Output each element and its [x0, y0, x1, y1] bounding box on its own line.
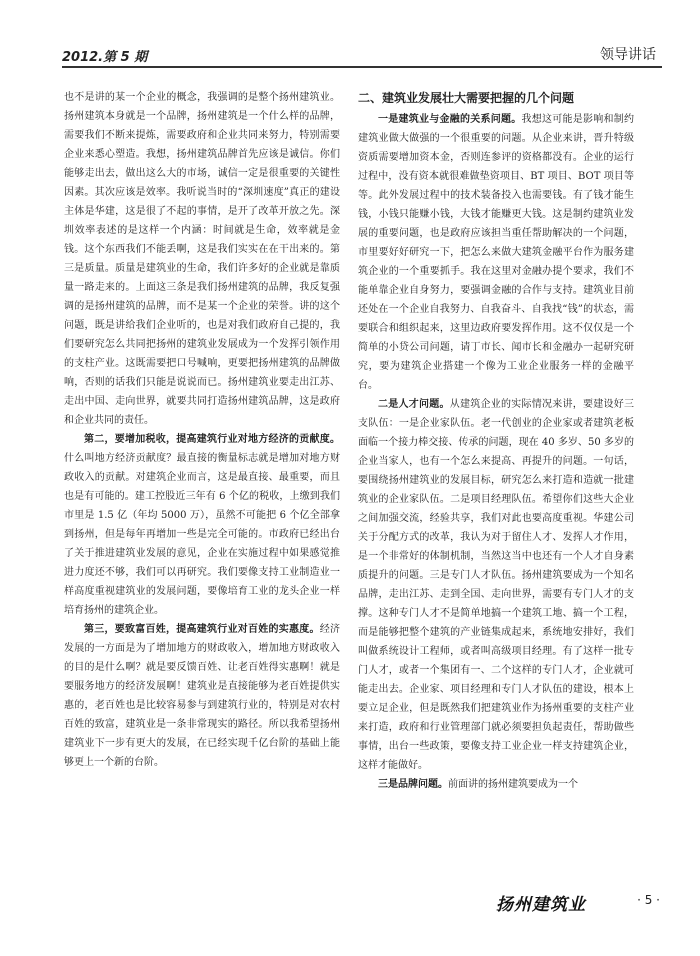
- page-number: · 5 ·: [637, 893, 660, 907]
- paragraph: [358, 775, 634, 794]
- paragraph: 也不是讲的某一个企业的概念，我强调的是整个扬州建筑业。扬州建筑本身就是一个品牌，扬州建筑是一个什么样的品牌，需要我们不断来提炼，需要政府和企业共同来努力，特别需要企业来悉心塑造。我想，扬州建筑品牌首先应该是诚信。你们能够走出去，做出这么大的市场，诚信一定是很重要的关键性因素。其次应该是效率。我听说当时的“深圳速度”真正的建设主体是华建，这是很了不起的事情，是开了改革开放之先。深圳效率表述的是这样一个内涵：时间就是生命，效率就是金钱。这个东西我们不能丢啊，这是我们实实在在干出来的。第三是质量。质量是建筑业的生命，我们许多好的企业就是靠质量一路走来的。上面这三条是我们扬州建筑的品牌，我反复强调的是扬州建筑的品牌，而不是某一个企业的荣誉。讲的这个问题，既是讲给我们企业听的，也是对我们政府自己提的，我们要研究怎么共同把扬州的建筑业发展成为一个发挥引领作用的支柱产业。这既需要把口号喊响，更要把扬州建筑的品牌做响，否则的话我们只能是说说而已。扬州建筑业要走出江苏、走出中国、走向世界，就要共同打造扬州建筑品牌，这是政府和企业共同的责任。: [64, 92, 340, 426]
- paragraph: [358, 110, 634, 395]
- paragraph-title: 第三，要致富百姓，提高建筑行业对百姓的实惠度。: [84, 624, 320, 635]
- paragraph-title: 三是品牌问题。: [378, 779, 448, 790]
- paragraph-body: 经济发展的一方面是为了增加地方的财政收入，增加地方财政收入的目的是什么啊？就是要反馈百姓、让老百姓得实惠啊！就是要服务地方的经济发展啊！建筑业是直接能够为老百姓提供实惠的，老百姓也是比较容易参与到建筑行业的，特别是对农村百姓的致富，建筑业是一条非常现实的路径。所以我希望扬州建筑业下一步有更大的发展，在已经实现千亿台阶的基础上能够更上一个新的台阶。: [64, 624, 340, 768]
- paragraph: [358, 395, 634, 775]
- header-rule: [62, 66, 662, 68]
- paragraph-body: 什么叫地方经济贡献度？最直接的衡量标志就是增加对地方财政收入的贡献。对建筑企业而言，这是最直接、最重要，而且也是有可能的。建工控股近三年有 6 个亿的税收，上缴到我们市里是 1.5 亿（年均 5000 万），虽然不可能把 6 个亿全部拿到扬州，但是每年再增加一些是完全可能的。市政府已经出台了关于推进建筑业发展的意见，企业在实施过程中如果感觉推进力度还不够，我们可以再研究。我们要像支持工业制造业一样高度重视建筑业的发展问题，要像培育工业的龙头企业一样培育扬州的建筑企业。: [64, 453, 340, 616]
- page-header: [62, 44, 662, 70]
- left-column: [64, 88, 340, 830]
- page-footer: [496, 890, 666, 918]
- section-title: 领导讲话: [600, 47, 656, 63]
- paragraph-title: 一是建筑业与金融的关系问题。: [378, 114, 522, 125]
- magazine-logo: 扬州建筑业: [496, 895, 586, 915]
- paragraph: [64, 620, 340, 772]
- paragraph-body: 从建筑企业的实际情况来讲，要建设好三支队伍：一是企业家队伍。老一代创业的企业家或者建筑老板面临一个接力棒交接、传承的问题，现在 40 多岁、50 多岁的企业当家人，也有一个怎么来提高、再提升的问题。一句话，要围绕扬州建筑业的发展目标，研究怎么来打造和造就一批建筑业的企业家队伍。二是项目经理队伍。希望你们这些大企业之间加强交流，经验共享，我们对此也要高度重视。华建公司关于分配方式的改革，我认为对于留住人才、发挥人才作用，是一个非常好的体制机制，当然这当中也还有一个人才自身素质提升的问题。三是专门人才队伍。扬州建筑要成为一个知名品牌，走出江苏、走到全国、走向世界，需要有专门人才的支撑。这种专门人才不是简单地搞一个建筑工地、搞一个工程，而是能够把整个建筑的产业链集成起来，系统地安排好，我们叫做系统设计工程师，或者叫高级项目经理。有了这样一批专门人才，或者一个集团有一、二个这样的专门人才，企业就可能走出去。企业家、项目经理和专门人才队伍的建设，根本上要立足企业，但是既然我们把建筑业作为扬州重要的支柱产业来打造，政府和行业管理部门就必须要担负起责任，帮助做些事情，出台一些政策，要像支持工业企业一样支持建筑企业，这样才能做好。: [358, 399, 634, 771]
- paragraph-title: 二是人才问题。: [378, 399, 450, 410]
- paragraph: [64, 430, 340, 620]
- section-heading: 二、建筑业发展壮大需要把握的几个问题: [358, 91, 575, 105]
- paragraph-body: 我想这可能是影响和制约建筑业做大做强的一个很重要的问题。从企业来讲，晋升特级资质需要增加资本金，否则连参评的资格都没有。企业的运行过程中，没有资本就很难做垫资项目、BT 项目、BOT 项目等等。此外发展过程中的技术装备投入也需要钱。有了钱才能生钱，小钱只能赚小钱，大钱才能赚更大钱。这是制约建筑业发展的重要问题，也是政府应该担当重任帮助解决的一个问题，市里要好好研究一下，把怎么来做大建筑金融平台作为服务建筑企业的一个重要抓手。我在这里对金融办提个要求，我们不能单靠企业自身努力，要强调金融的合作与支持。建筑业目前还处在一个企业自我努力、自我奋斗、自我找“钱”的状态，需要联合和组织起来，这里边政府要发挥作用。这不仅仅是一个简单的小贷公司问题，请丁市长、闻市长和金融办一起研究研究，要为建筑企业搭建一个像为工业企业服务一样的金融平台。: [358, 114, 634, 391]
- right-column: [358, 88, 634, 830]
- paragraph-body: 前面讲的扬州建筑要成为一个: [448, 779, 578, 790]
- issue-number: 2012.第 5 期: [62, 50, 148, 65]
- paragraph-title: 第二，要增加税收，提高建筑行业对地方经济的贡献度。: [84, 434, 340, 445]
